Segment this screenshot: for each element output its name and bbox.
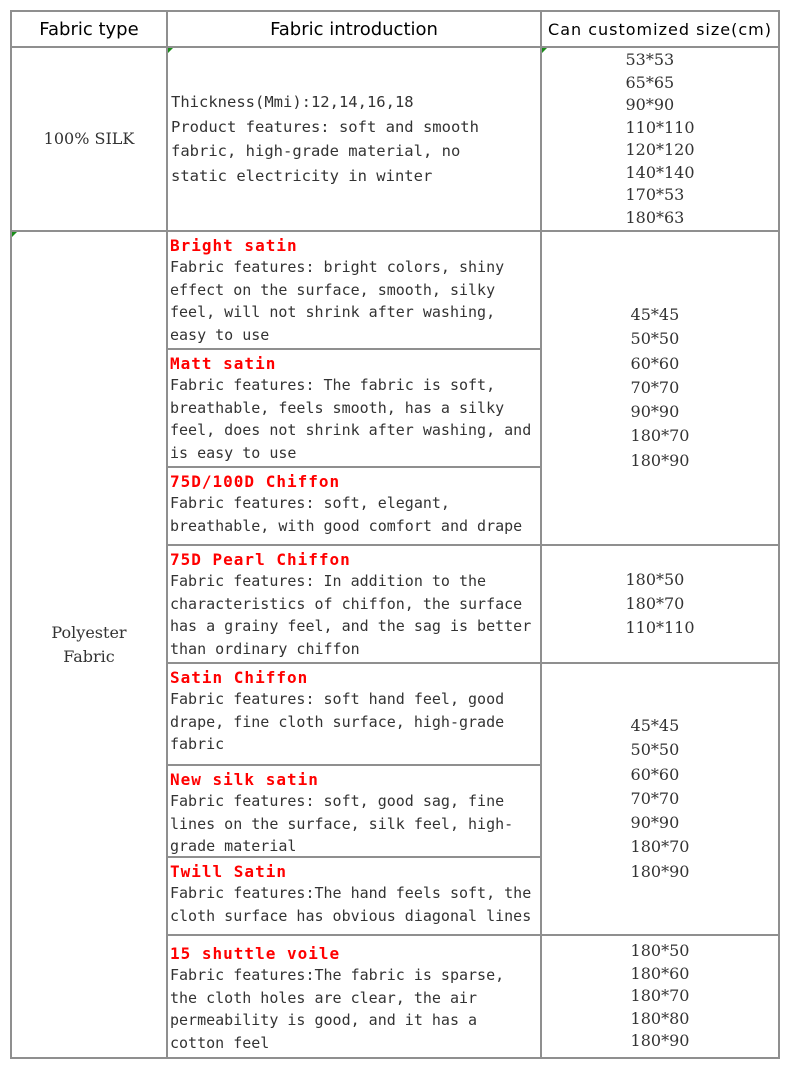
polyester-type-cell <box>10 230 168 1059</box>
silk-sizes-cell: 53*53 65*65 90*90 110*110 120*120 140*140 170*53 180*63 <box>540 46 780 232</box>
cell-marker <box>168 48 173 53</box>
fabric-cell-shuttle-voile <box>166 934 542 1059</box>
fabric-cell-twill-satin <box>166 856 542 936</box>
fabric-description: Fabric features: The fabric is soft, breathable, feels smooth, has a silky feel, does not shrink after washing, and is easy to use <box>170 376 532 463</box>
fabric-name: 75D/100D Chiffon <box>170 472 341 491</box>
fabric-description: Fabric features: soft hand feel, good drape, fine cloth surface, high-grade fabric <box>170 690 505 754</box>
fabric-name: Matt satin <box>170 354 277 373</box>
fabric-cell-matt-satin <box>166 348 542 468</box>
fabric-cell-new-silk-satin <box>166 764 542 858</box>
sizes-cell-group-4: 180*50 180*60 180*70 180*80 180*90 <box>540 934 780 1059</box>
fabric-name: 15 shuttle voile <box>170 944 341 963</box>
header-fabric-type <box>10 10 168 48</box>
fabric-description: Fabric features: soft, good sag, fine lines on the surface, silk feel, high- grade material <box>170 792 514 856</box>
fabric-name: Satin Chiffon <box>170 668 309 687</box>
silk-type-cell <box>10 46 168 232</box>
polyester-type-label: Polyester Fabric <box>51 622 127 666</box>
header-fabric-type-label: Fabric type <box>39 18 139 40</box>
header-fabric-introduction-label: Fabric introduction <box>270 18 438 40</box>
sizes-cell-group-1: 45*45 50*50 60*60 70*70 90*90 180*70 180*90 <box>540 230 780 546</box>
fabric-description: Fabric features: bright colors, shiny effect on the surface, smooth, silky feel, will not shrink after washing, easy to use <box>170 258 505 345</box>
silk-description: Thickness(Mmi):12,14,16,18 Product features: soft and smooth fabric, high-grade material, no static electricity in winter <box>171 93 479 185</box>
fabric-cell-satin-chiffon <box>166 662 542 766</box>
silk-type-label: 100% SILK <box>43 129 135 148</box>
fabric-description: Fabric features:The hand feels soft, the cloth surface has obvious diagonal lines <box>170 884 532 925</box>
fabric-cell-chiffon <box>166 466 542 546</box>
header-fabric-introduction <box>166 10 542 48</box>
fabric-name: New silk satin <box>170 770 319 789</box>
sizes-cell-group-3: 45*45 50*50 60*60 70*70 90*90 180*70 180*90 <box>540 662 780 936</box>
fabric-description: Fabric features:The fabric is sparse, the cloth holes are clear, the air permeability is good, and it has a cotton feel <box>170 966 505 1053</box>
sizes-cell-group-2: 180*50 180*70 110*110 <box>540 544 780 664</box>
header-sizes <box>540 10 780 48</box>
fabric-cell-pearl-chiffon <box>166 544 542 664</box>
fabric-cell-bright-satin <box>166 230 542 350</box>
silk-intro-cell <box>166 46 542 232</box>
fabric-name: Twill Satin <box>170 862 287 881</box>
fabric-description: Fabric features: In addition to the characteristics of chiffon, the surface has a grainy feel, and the sag is better than ordinary chiffon <box>170 572 532 659</box>
header-sizes-label: Can customized size(cm) <box>548 19 772 39</box>
fabric-name: Bright satin <box>170 236 298 255</box>
fabric-description: Fabric features: soft, elegant, breathable, with good comfort and drape <box>170 494 523 535</box>
cell-marker <box>542 48 547 53</box>
cell-marker <box>12 232 17 237</box>
fabric-name: 75D Pearl Chiffon <box>170 550 351 569</box>
